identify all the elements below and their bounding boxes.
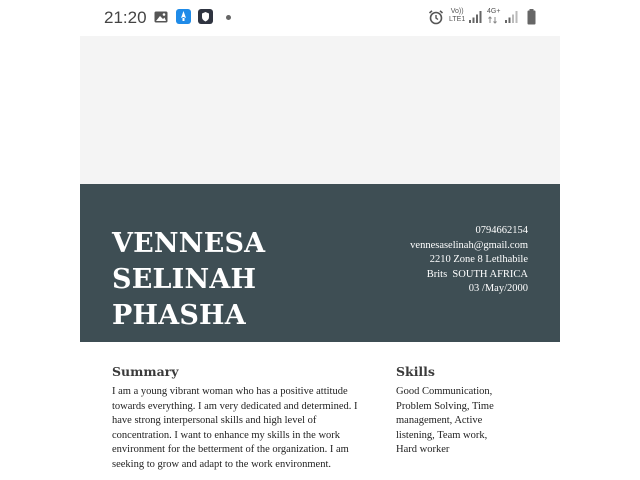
name-banner (80, 184, 560, 342)
contact-address-line1: 2210 Zone 8 Letlhabile (429, 254, 528, 266)
status-time: 21:20 (104, 8, 147, 27)
resume-name: VENNESA SELINAH PHASHA (112, 228, 266, 331)
lte-bottom-label: LTE1 (449, 16, 466, 23)
summary-text: I am a young vibrant woman who has a positive attitude towards everything. I am very dedicated and determined. I have strong interpersonal skills and high level of concentration. I want to enhance my skills in the work environment for the betterment of the organization. I am seeking to grow and adapt to the work environment. (112, 386, 358, 470)
network-label: 4G+ (487, 8, 501, 15)
contact-email: vennesaselinah@gmail.com (410, 239, 528, 251)
contact-address-line2: Brits SOUTH AFRICA (426, 268, 528, 280)
battery-icon (527, 9, 536, 25)
contact-details (408, 224, 528, 297)
shield-icon (198, 9, 213, 24)
status-bar (0, 0, 640, 36)
alarm-icon (428, 9, 444, 25)
header-image-area (80, 36, 560, 184)
signal-icon (504, 10, 518, 24)
summary-heading: Summary (112, 364, 179, 379)
summary-section (112, 364, 368, 473)
lte-top-label: Vo)) (450, 8, 464, 15)
lte-indicator (449, 8, 465, 24)
gallery-icon (154, 10, 168, 24)
dot-icon (226, 15, 231, 20)
app-icon (176, 9, 191, 24)
network-type (487, 8, 500, 27)
signal-icon (468, 10, 482, 24)
data-arrows-icon (487, 16, 499, 24)
contact-dob: 03 /May/2000 (468, 283, 528, 295)
resume-page (80, 36, 560, 480)
skills-section (396, 364, 506, 458)
skills-heading: Skills (396, 364, 435, 379)
contact-phone: 0794662154 (475, 225, 528, 236)
skills-text: Good Communication, Problem Solving, Time management, Active listening, Team work, Hard worker (396, 386, 494, 456)
